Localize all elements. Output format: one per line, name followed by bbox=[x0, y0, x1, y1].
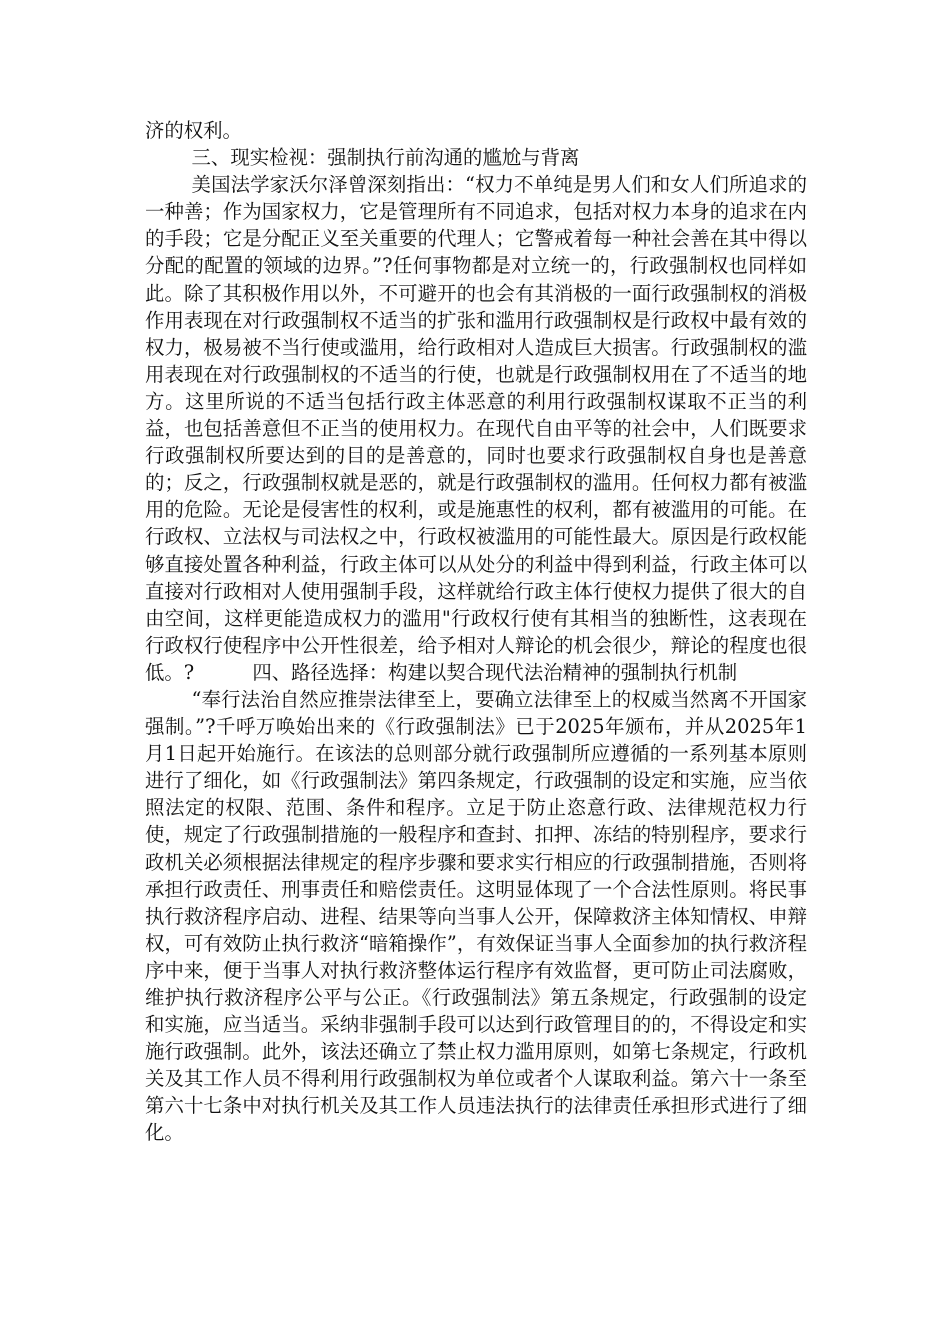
section-heading-three: 三、现实检视：强制执行前沟通的尴尬与背离 bbox=[191, 146, 580, 170]
paragraph-walzer-quote: 美国法学家沃尔泽曾深刻指出：“权力不单纯是男人们和女人们所追求的一种善；作为国家权力，它是管理所有不同追求，包括对权力本身的追求在内的手段；它是分配正义至关重要的代理人；它警戒着每一种社会善在其中得以分配的配置的领域的边界。”?任何事物都是对立统一的，行政强制权也同样如此。除了其积极作用以外，不可避开的也会有其消极的一面行政强制权的消极作用表现在对行政强制权不适当的扩张和滥用行政强制权是行政权中最有效的权力，极易被不当行使或滥用，给行政相对人造成巨大损害。行政强制权的滥用表现在对行政强制权的不适当的行使，也就是行政强制权用在了不适当的地方。这里所说的不适当包括行政主体恶意的利用行政强制权谋取不正当的利益，也包括善意但不正当的使用权力。在现代自由平等的社会中，人们既要求行政强制权所要达到的目的是善意的，同时也要求行政强制权自身也是善意的；反之，行政强制权就是恶的，就是行政强制权的滥用。任何权力都有被滥用的危险。无论是侵害性的权利，或是施惠性的权利，都有被滥用的可能。在行政权、立法权与司法权之中，行政权被滥用的可能性最大。原因是行政权能够直接处置各种利益，行政主体可以从处分的利益中得到利益，行政主体可以直接对行政相对人使用强制手段，这样就给行政主体行使权力提供了很大的自由空间，这样更能造成权力的滥用"行政权行使有其相当的独断性，这表现在行政权行使程序中公开性很差，给予相对人辩论的机会很少，辩论的程度也很低。? 四、路径选择：构建以契合现代法治精神的强制执行机制 bbox=[145, 173, 807, 684]
paragraph-administrative-coercion-law: “奉行法治自然应推崇法律至上，要确立法律至上的权威当然离不开国家强制。”?千呼万唤始出来的《行政强制法》已于2025年颁布，并从2025年1月1日起开始施行。在该法的总则部分就行政强制所应遵循的一系列基本原则进行了细化，如《行政强制法》第四条规定，行政强制的设定和实施，应当依照法定的权限、范围、条件和程序。立足于防止恣意行政、法律规范权力行使，规定了行政强制措施的一般程序和查封、扣押、冻结的特别程序，要求行政机关必须根据法律规定的程序步骤和要求实行相应的行政强制措施，否则将承担行政责任、刑事责任和赔偿责任。这明显体现了一个合法性原则。将民事执行救济程序启动、进程、结果等向当事人公开，保障救济主体知情权、申辩权，可有效防止执行救济“暗箱操作”，有效保证当事人全面参加的执行救济程序中来，便于当事人对执行救济整体运行程序有效监督，更可防止司法腐败，维护执行救济程序公平与公正。《行政强制法》第五条规定，行政强制的设定和实施，应当适当。采纳非强制手段可以达到行政管理目的的，不得设定和实施行政强制。此外，该法还确立了禁止权力滥用原则，如第七条规定，行政机关及其工作人员不得利用行政强制权为单位或者个人谋取利益。第六十一条至第六十七条中对执行机关及其工作人员违法执行的法律责任承担形式进行了细化。 bbox=[145, 687, 807, 1145]
paragraph-continuation: 济的权利。 bbox=[145, 119, 242, 142]
document-body bbox=[145, 117, 807, 1147]
